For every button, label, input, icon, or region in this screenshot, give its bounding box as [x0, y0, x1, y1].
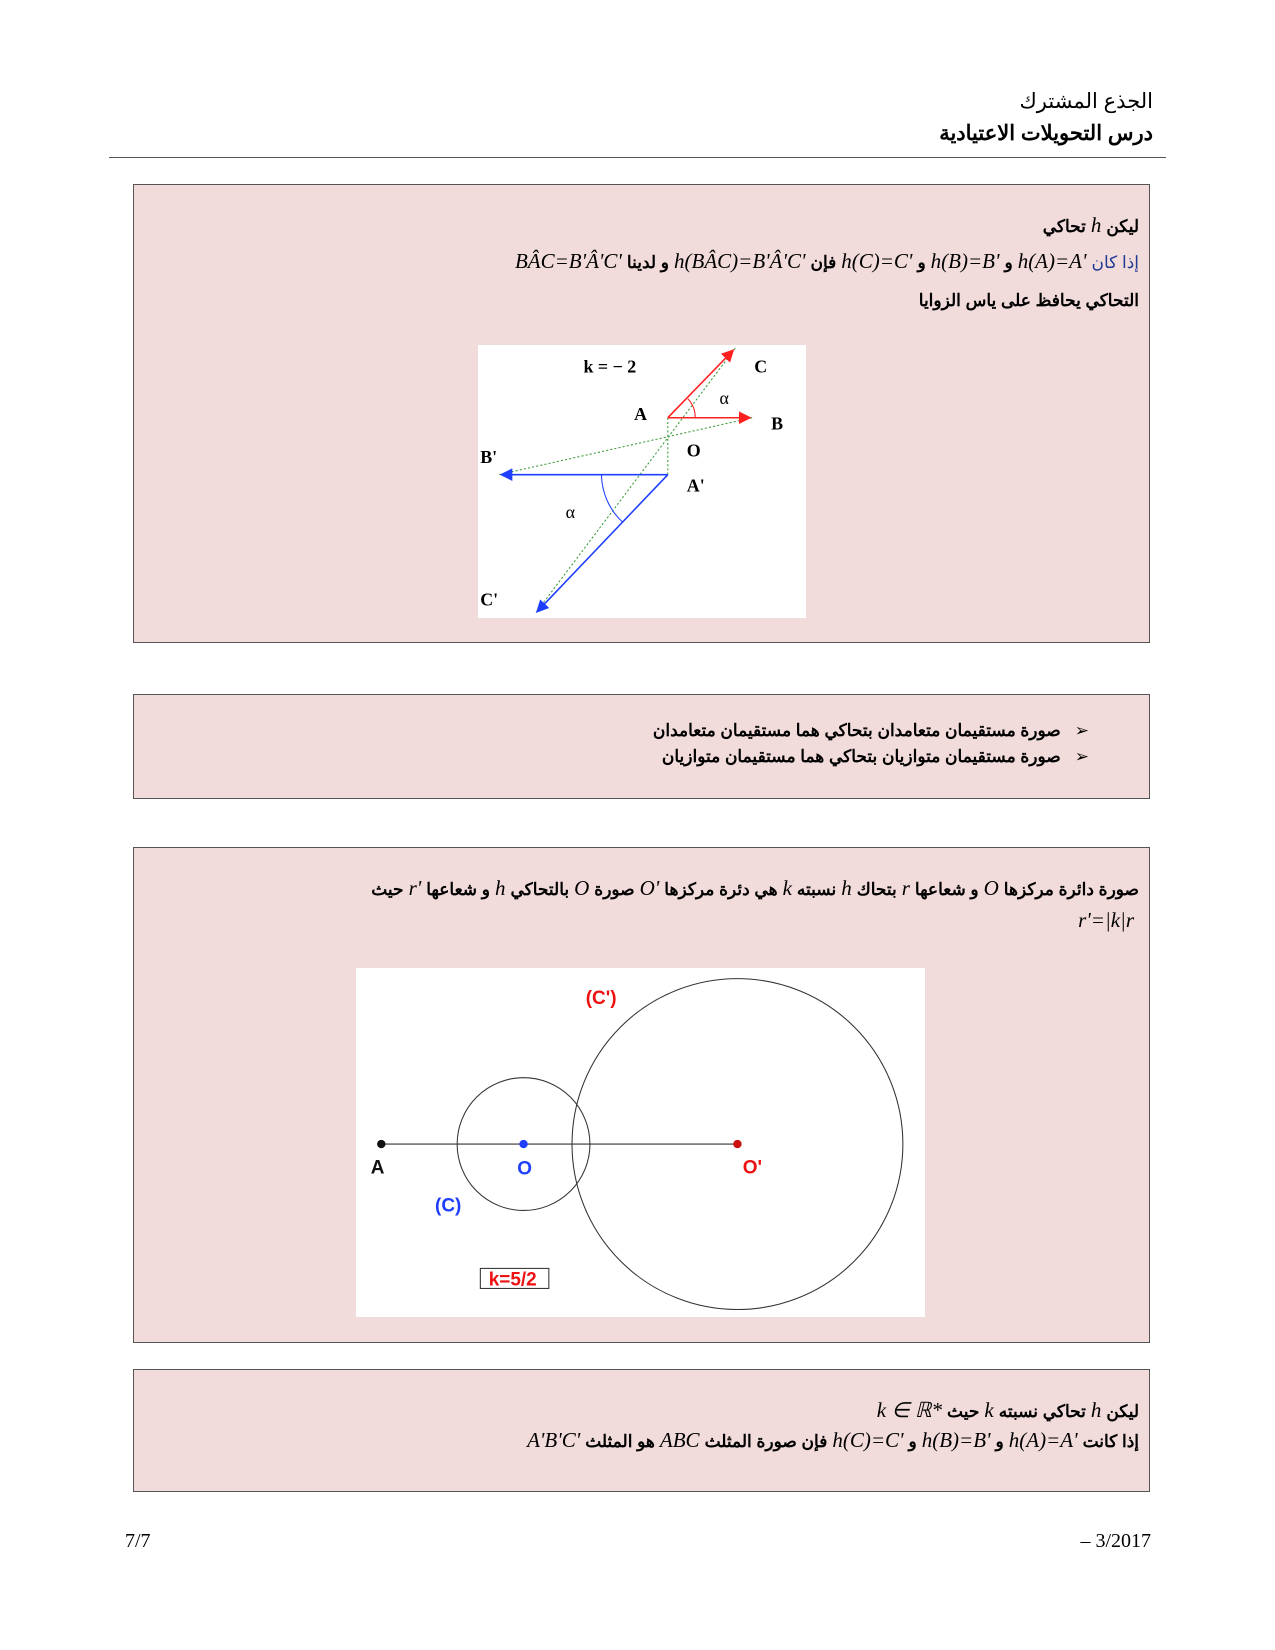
- header-divider: [109, 157, 1166, 158]
- math: k ∈ ℝ*: [876, 1398, 943, 1422]
- angle-arc-red: [688, 399, 695, 418]
- text: و: [1004, 253, 1013, 272]
- label-b-prime: B': [480, 447, 498, 468]
- circle-homothety-figure: [356, 968, 925, 1317]
- label-o: O: [686, 440, 701, 461]
- line-bb: [499, 418, 752, 475]
- math: BÂC=B'Â'C': [514, 249, 622, 273]
- text: ليكن: [1106, 1402, 1139, 1421]
- math: h: [494, 876, 506, 900]
- text: تحاكي نسبته: [998, 1402, 1086, 1421]
- text: تحاكي: [1042, 217, 1086, 236]
- homothety-angle-figure: [478, 345, 806, 618]
- radius-formula: r'=|k|r: [1078, 908, 1134, 932]
- bullet-item: [662, 747, 1089, 767]
- math: O': [639, 876, 660, 900]
- label-a-prime: A': [686, 475, 705, 496]
- angle-property-box: [133, 184, 1150, 643]
- label-c-prime: C': [480, 589, 499, 610]
- box1-line3: التحاكي يحافظ على ياس الزوايا: [918, 291, 1139, 310]
- text: صورة دائرة مركزها: [1003, 880, 1139, 899]
- text: فإن: [810, 253, 837, 272]
- math: h(C)=C': [832, 1428, 904, 1452]
- point-a: [377, 1140, 385, 1148]
- math: h(C)=C': [841, 249, 913, 273]
- math: h(A)=A': [1017, 249, 1087, 273]
- circle-property-box: [133, 847, 1150, 1343]
- text: و شعاعها: [914, 880, 979, 899]
- text: صورة مستقيمان متوازيان بتحاكي هما مستقيمان متوازيان: [661, 747, 1061, 766]
- math: h: [841, 876, 852, 900]
- label-c: C: [754, 356, 768, 377]
- label-circle-c: (C): [435, 1195, 462, 1217]
- text: حيث: [947, 1402, 980, 1421]
- text: صورة: [594, 880, 635, 899]
- label-o-prime: O': [742, 1157, 762, 1179]
- math: h(A)=A': [1008, 1428, 1078, 1452]
- lines-property-box: [133, 694, 1150, 799]
- label-o: O: [517, 1158, 532, 1180]
- footer-date: – 3/2017: [1080, 1530, 1151, 1552]
- text: حيث: [371, 880, 404, 899]
- math: h: [1090, 213, 1102, 237]
- math: h(B)=B': [921, 1428, 991, 1452]
- math: h(BÂC)=B'Â'C': [674, 249, 806, 273]
- label-circle-c-prime: (C'): [585, 987, 617, 1009]
- math: r: [901, 876, 910, 900]
- bullet-arrow-icon: ➢: [1074, 721, 1089, 740]
- text: هي دئرة مركزها: [664, 880, 778, 899]
- math: h(B)=B': [930, 249, 1000, 273]
- bullet-arrow-icon: ➢: [1074, 747, 1089, 766]
- text: بتحاك: [856, 880, 897, 899]
- math: O: [574, 876, 590, 900]
- point-o-prime: [733, 1140, 741, 1148]
- text: بالتحاكي: [510, 880, 570, 899]
- text: هو المثلث: [585, 1432, 655, 1451]
- text: صورة مستقيمان متعامدان بتحاكي هما مستقيمان متعامدان: [652, 721, 1061, 740]
- box1-line1: [1043, 213, 1139, 238]
- label-alpha-2: α: [565, 501, 575, 522]
- point-o: [519, 1140, 527, 1148]
- math: k: [782, 876, 792, 900]
- label-a: A: [634, 403, 648, 424]
- text: و: [908, 1432, 917, 1451]
- math: r': [408, 876, 422, 900]
- label-alpha: α: [719, 388, 729, 409]
- math: O: [983, 876, 999, 900]
- subject-title: الجذع المشترك: [1019, 90, 1153, 113]
- label-a: A: [370, 1157, 385, 1179]
- lesson-title: درس التحويلات الاعتيادية: [939, 122, 1153, 145]
- box3-line2: [1073, 908, 1139, 933]
- text: ليكن: [1106, 217, 1139, 236]
- text: نسبته: [796, 880, 837, 899]
- triangle-property-box: [133, 1369, 1150, 1492]
- vector-a2c2: [537, 475, 668, 612]
- text: إذا كانت: [1082, 1432, 1139, 1451]
- line-cc: [535, 348, 735, 614]
- text: و لدينا: [626, 253, 669, 272]
- math: A'B'C': [527, 1428, 581, 1452]
- math: k: [984, 1398, 994, 1422]
- box1-line2: [510, 249, 1139, 274]
- label-b: B: [771, 413, 784, 434]
- text: فإن صورة المثلث: [704, 1432, 828, 1451]
- text: و شعاعها: [426, 880, 490, 899]
- ratio-label: k = − 2: [583, 356, 637, 377]
- math: ABC: [659, 1428, 700, 1452]
- text: و: [917, 253, 926, 272]
- page-number: 7/7: [125, 1530, 151, 1552]
- text: و: [995, 1432, 1004, 1451]
- box4-line1: [872, 1398, 1139, 1423]
- ratio-label: k=5/2: [488, 1269, 537, 1291]
- box3-line1: [371, 876, 1139, 901]
- math: h: [1090, 1398, 1102, 1422]
- bullet-item: [653, 721, 1089, 741]
- box4-line2: [522, 1428, 1139, 1453]
- text: إذا كان: [1091, 253, 1139, 272]
- angle-arc-blue: [601, 475, 622, 522]
